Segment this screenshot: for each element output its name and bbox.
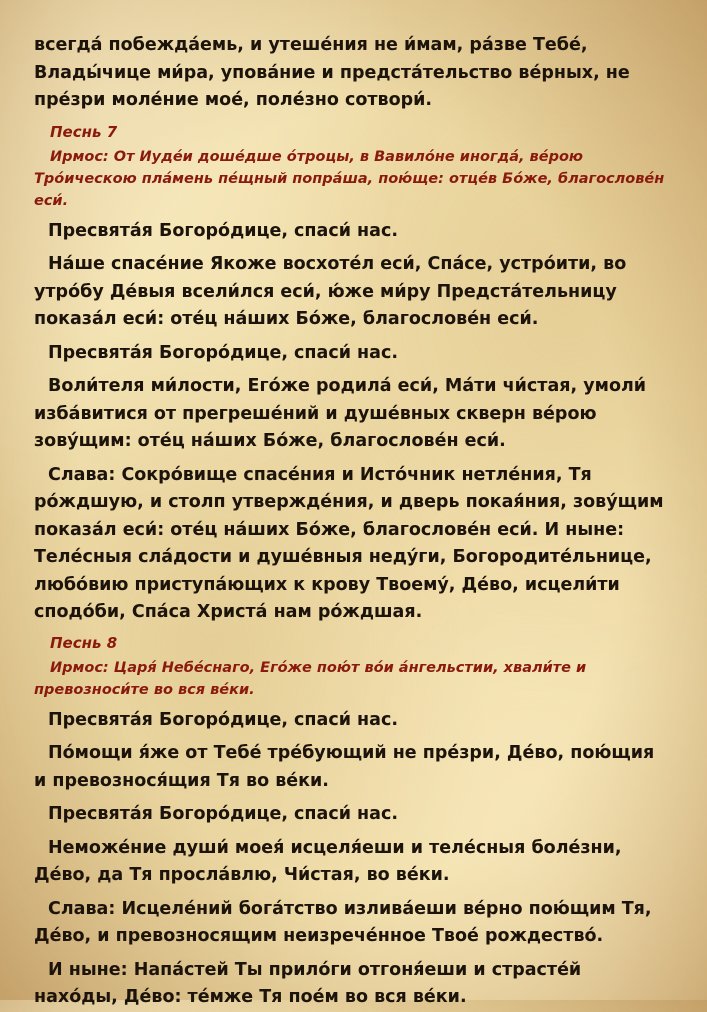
troparion: Воли́теля ми́лости, Его́же родила́ еси́, Ма́ти чи́стая, умоли́ изба́витися от прегреше́ний и душе́вных скверн ве́рою зову́щим: оте́ц на́ших Бо́же, благослове́н еси́. (34, 376, 647, 451)
troparion: По́мощи я́же от Тебе́ тре́бующий не пре́зри, Де́во, пою́щия и превознося́щия Тя во ве́ки. (34, 743, 655, 791)
ode-7-heading: Песнь 7 (50, 122, 118, 141)
troparion: Неможе́ние души́ моея́ исцеля́еши и теле́сныя боле́зни, Де́во, да Тя просла́влю, Чи́стая, во ве́ки. (34, 837, 622, 885)
refrain: Пресвята́я Богоро́дице, спаси́ нас. (48, 804, 398, 824)
refrain: Пресвята́я Богоро́дице, спаси́ нас. (48, 342, 398, 363)
refrain: Пресвята́я Богоро́дице, спаси́ нас. (48, 709, 398, 730)
ode-7-irmos: Ирмос: От Иуде́и доше́дше о́троцы, в Вавило́не иногда́, ве́рою Тро́ическою пла́мень пе́щный попра́ша, пою́ще: отце́в Бо́же, благослове́н еси́. (34, 148, 665, 209)
ode-8-heading: Песнь 8 (50, 633, 118, 652)
now-troparion: И ныне: Напа́стей Ты прило́ги отгоня́еши и страсте́й нахо́ды, Де́во: те́мже Тя пое́м во вся ве́ки. (34, 959, 582, 1007)
text-continuation: всегда́ побежда́емь, и утеше́ния не и́мам, ра́зве Тебе́, Влады́чице ми́ра, упова́ние и предста́тельство ве́рных, не пре́зри моле́ние мое́, поле́зно сотвори́. (34, 35, 630, 110)
ode-8-irmos: Ирмос: Царя́ Небе́снаго, Его́же пою́т во́и а́нгельстии, хвали́те и превозноси́те во вся ве́ки. (34, 659, 587, 698)
refrain: Пресвята́я Богоро́дице, спаси́ нас. (48, 220, 398, 241)
glory-troparion: Слава: Исцеле́ний бога́тство излива́еши ве́рно пою́щим Тя, Де́во, и превозносящим неизрече́нное Твое́ рождество́. (34, 898, 652, 946)
troparion: На́ше спасе́ние Якоже восхоте́л еси́, Спа́се, устро́ити, во утро́бу Де́выя всели́лся еси́, ю́же ми́ру Предста́тельницу показа́л еси́: оте́ц на́ших Бо́же, благослове́н еси́. (34, 254, 627, 329)
glory-troparion: Слава: Сокро́вище спасе́ния и Исто́чник нетле́ния, Тя ро́ждшую, и столп утвержде́ния, и дверь покая́ния, зову́щим показа́л еси́: оте́ц на́ших Бо́же, благослове́н еси́. И ныне: Теле́сныя сла́дости и душе́вныя неду́ги, Богородите́льнице, любо́вию приступа́ющих к крову Твоему́, Де́во, исцели́ти сподо́би, Спа́са Христа́ нам ро́ждшая. (34, 464, 664, 622)
